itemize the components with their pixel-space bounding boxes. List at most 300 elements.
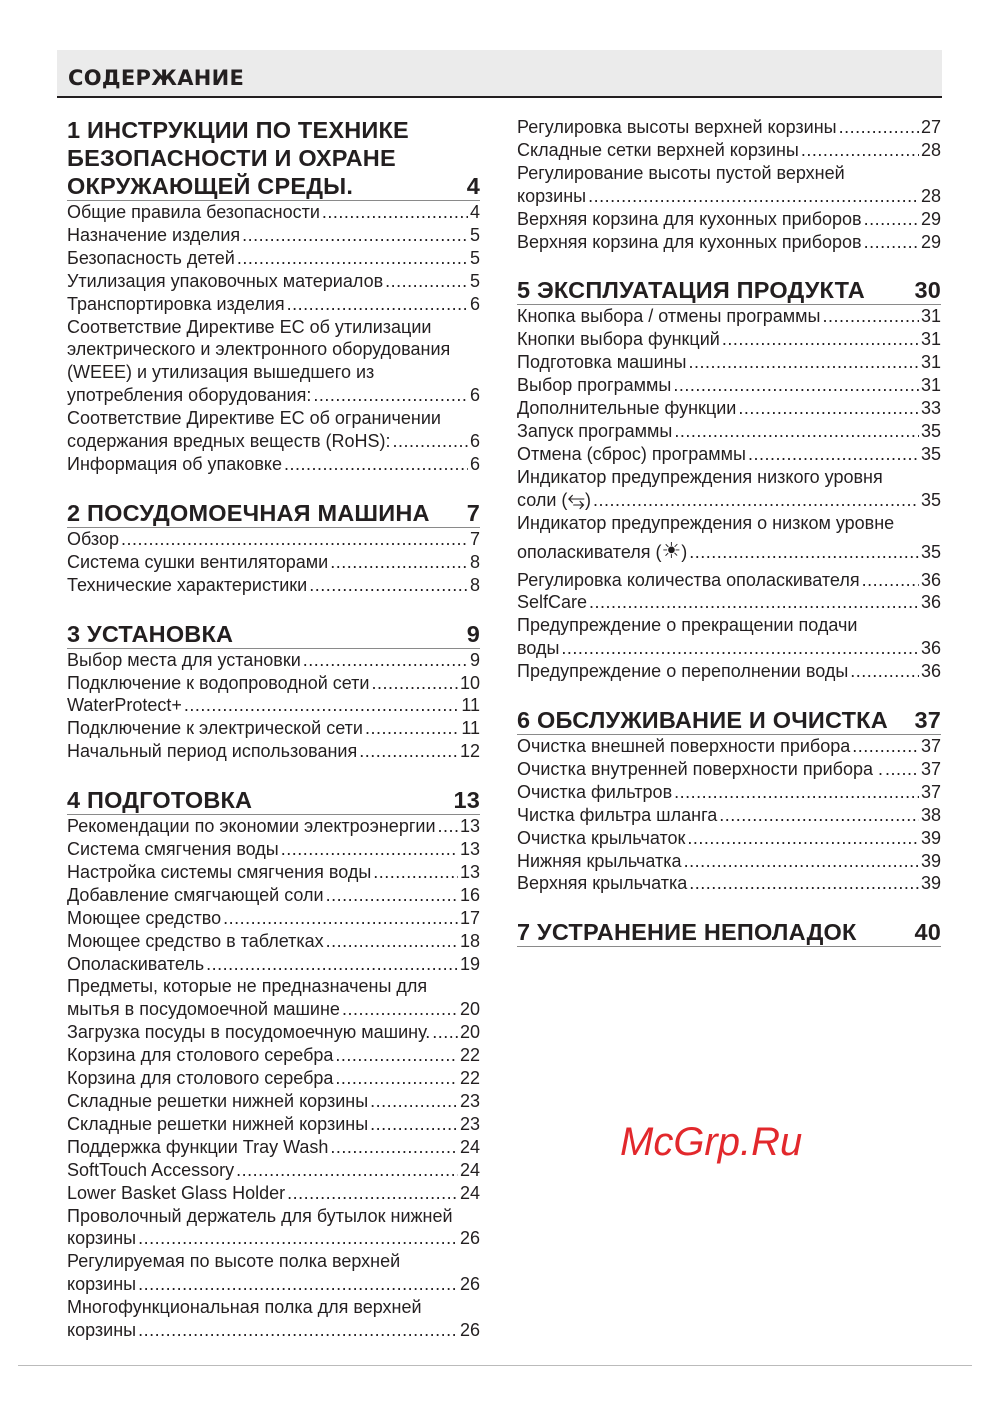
toc-entry[interactable] xyxy=(517,827,941,850)
toc-entry[interactable] xyxy=(517,162,941,208)
entry-page: 35 xyxy=(920,489,941,510)
entry-title: Технические характеристики xyxy=(67,574,308,595)
entry-page: 20 xyxy=(459,1022,480,1043)
entry-row xyxy=(67,998,480,1021)
entry-row xyxy=(67,694,480,717)
entry-row xyxy=(67,930,480,953)
entry-title: Транспортировка изделия xyxy=(67,293,285,314)
entry-page: 28 xyxy=(920,139,941,160)
entry-row xyxy=(67,384,480,407)
dot-leader xyxy=(719,804,919,827)
entry-page: 35 xyxy=(920,420,941,441)
entry-title-lead: Многофункциональная полка для верхней xyxy=(67,1297,422,1318)
dot-leader xyxy=(223,907,458,930)
entry-title: Моющее средство xyxy=(67,907,222,928)
entry-row xyxy=(67,884,480,907)
entry-row xyxy=(67,293,480,316)
entry-row xyxy=(67,270,480,293)
toc-entry[interactable] xyxy=(517,781,941,804)
entry-title: корзины xyxy=(517,185,587,206)
dot-leader xyxy=(593,489,919,512)
toc-entry[interactable] xyxy=(517,305,941,328)
entry-title: корзины xyxy=(67,1228,137,1249)
entry-row xyxy=(67,1136,480,1159)
entry-title: Нижняя крыльчатка xyxy=(517,850,682,871)
entry-row xyxy=(517,735,941,758)
dot-leader xyxy=(284,453,468,476)
dot-leader xyxy=(852,735,919,758)
toc-entry[interactable] xyxy=(67,1159,480,1182)
toc-entry[interactable] xyxy=(67,574,480,597)
entry-row xyxy=(67,953,480,976)
entry-title: Предупреждение о переполнении воды xyxy=(517,661,849,682)
toc-entry[interactable] xyxy=(517,208,941,231)
entry-row xyxy=(67,907,480,930)
toc-entry[interactable] xyxy=(517,466,941,512)
toc-entry[interactable] xyxy=(67,1205,480,1251)
dot-leader xyxy=(673,374,919,397)
entry-page: 9 xyxy=(469,649,480,670)
entry-title: Рекомендации по экономии электроэнергии xyxy=(67,816,436,837)
entry-row xyxy=(67,453,480,476)
toc-entry[interactable] xyxy=(67,815,480,838)
dot-leader xyxy=(237,247,468,270)
contents-header xyxy=(57,50,942,98)
toc-entry[interactable] xyxy=(67,1296,480,1342)
section-page: 13 xyxy=(453,787,480,814)
entry-title: корзины xyxy=(67,1274,137,1295)
entry-title: Подготовка машины xyxy=(517,352,687,373)
entry-title: Корзина для столового серебра xyxy=(67,1068,334,1089)
toc-section xyxy=(517,918,941,947)
entry-page: 26 xyxy=(459,1320,480,1341)
entry-page: 13 xyxy=(459,861,480,882)
entry-title-lead: Предупреждение о прекращении подачи xyxy=(517,615,858,636)
toc-entry[interactable] xyxy=(517,512,941,569)
toc-section xyxy=(67,116,480,476)
entry-title: Верхняя корзина для кухонных приборов xyxy=(517,208,862,229)
entry-page: 36 xyxy=(920,592,941,613)
entry-row xyxy=(517,305,941,328)
entry-title: Подключение к водопроводной сети xyxy=(67,672,370,693)
entry-title: Общие правила безопасности xyxy=(67,202,320,222)
entry-title: Складные решетки нижней корзины xyxy=(67,1113,369,1134)
dot-leader xyxy=(588,185,919,208)
entry-title-lead: Предметы, которые не предназначены для xyxy=(67,976,428,997)
entry-title: Выбор программы xyxy=(517,375,672,396)
dot-leader xyxy=(689,351,919,374)
entry-page: 6 xyxy=(469,293,480,314)
dot-leader xyxy=(326,884,458,907)
dot-leader xyxy=(303,649,468,672)
entry-row xyxy=(517,781,941,804)
entry-page: 6 xyxy=(469,431,480,452)
entry-page: 36 xyxy=(920,569,941,590)
entry-row xyxy=(517,827,941,850)
dot-leader xyxy=(432,1021,458,1044)
entry-row xyxy=(67,838,480,861)
entry-page: 16 xyxy=(459,884,480,905)
toc-section xyxy=(67,786,480,1342)
toc-entry[interactable] xyxy=(67,201,480,224)
entry-page: 26 xyxy=(459,1228,480,1249)
dot-leader xyxy=(801,139,919,162)
dot-leader xyxy=(684,850,919,873)
toc-entry[interactable] xyxy=(67,907,480,930)
entry-row xyxy=(67,649,480,672)
entry-row xyxy=(517,485,941,512)
dot-leader xyxy=(330,1136,458,1159)
toc-section xyxy=(67,499,480,597)
entry-title: Очистка внутренней поверхности прибора . xyxy=(517,758,884,779)
entry-row xyxy=(67,528,480,551)
entry-title: воды xyxy=(517,638,560,659)
dot-leader xyxy=(689,872,919,895)
entry-row xyxy=(67,1159,480,1182)
dot-leader xyxy=(322,201,468,224)
entry-title: Добавление смягчающей соли xyxy=(67,884,324,905)
entry-row xyxy=(517,569,941,592)
entry-row xyxy=(67,717,480,740)
section-page: 40 xyxy=(914,919,941,946)
entry-title-close: ) xyxy=(681,541,688,562)
section-title: 5 ЭКСПЛУАТАЦИЯ ПРОДУКТА xyxy=(517,277,865,304)
entry-row xyxy=(517,420,941,443)
toc-entry[interactable] xyxy=(67,694,480,717)
entry-title: Подключение к электрической сети xyxy=(67,718,363,739)
entry-row xyxy=(517,374,941,397)
entry-title-lead: Регулируемая по высоте полка верхней xyxy=(67,1251,401,1272)
rinse-aid-indicator-icon: ☀ xyxy=(661,537,682,563)
toc-entry[interactable] xyxy=(67,1021,480,1044)
toc-entry[interactable] xyxy=(67,1113,480,1136)
toc-entry[interactable] xyxy=(517,139,941,162)
entry-title: содержания вредных веществ (RoHS): xyxy=(67,431,391,452)
section-page: 9 xyxy=(466,620,480,647)
dot-leader xyxy=(242,224,468,247)
dot-leader xyxy=(370,1090,458,1113)
entry-title-lead: Соответствие Директиве ЕС об ограничении xyxy=(67,408,441,429)
entry-title: Назначение изделия xyxy=(67,224,241,245)
entry-page: 6 xyxy=(469,453,480,474)
entry-page: 33 xyxy=(920,398,941,419)
entry-page: 8 xyxy=(469,574,480,595)
section-page: 4 xyxy=(466,173,480,199)
entry-page: 31 xyxy=(920,306,941,327)
toc-entry[interactable] xyxy=(67,224,480,247)
toc-entry[interactable] xyxy=(517,850,941,873)
entry-title: Чистка фильтра шланга xyxy=(517,804,718,825)
section-title: 3 УСТАНОВКА xyxy=(67,620,234,647)
toc-entry[interactable] xyxy=(67,270,480,293)
dot-leader xyxy=(370,1113,458,1136)
dot-leader xyxy=(674,420,919,443)
entry-page: 23 xyxy=(459,1091,480,1111)
entry-row xyxy=(67,672,480,695)
dot-leader xyxy=(206,953,458,976)
entry-page: 37 xyxy=(920,736,941,757)
entry-page: 26 xyxy=(459,1274,480,1295)
entry-row xyxy=(517,397,941,420)
toc-entry[interactable] xyxy=(67,1044,480,1067)
toc-entry[interactable] xyxy=(517,872,941,895)
entry-page: 31 xyxy=(920,375,941,396)
toc-section xyxy=(517,276,941,683)
dot-leader xyxy=(281,838,458,861)
entry-row xyxy=(67,574,480,597)
entry-title: Очистка фильтров xyxy=(517,781,673,802)
entry-title-lead: Регулирование высоты пустой верхней xyxy=(517,162,845,183)
entry-page: 22 xyxy=(459,1068,480,1089)
dot-leader xyxy=(687,827,919,850)
entry-page: 11 xyxy=(461,718,480,739)
entry-page: 35 xyxy=(920,443,941,464)
toc-entry[interactable] xyxy=(67,407,480,453)
toc-entry[interactable] xyxy=(517,374,941,397)
section-heading[interactable] xyxy=(67,786,480,815)
toc-entry[interactable] xyxy=(67,528,480,551)
dot-leader xyxy=(748,443,919,466)
toc-entry[interactable] xyxy=(517,328,941,351)
dot-leader xyxy=(722,328,919,351)
contents-title: СОДЕРЖАНИЕ xyxy=(68,66,245,90)
dot-leader xyxy=(589,591,919,614)
dot-leader xyxy=(373,861,458,884)
toc-entry[interactable] xyxy=(517,735,941,758)
dot-leader xyxy=(309,574,468,597)
entry-title: употребления оборудования: xyxy=(67,385,312,406)
entry-page: 24 xyxy=(459,1159,480,1180)
entry-row xyxy=(517,535,941,569)
entry-row xyxy=(67,1227,480,1250)
toc-entry[interactable] xyxy=(517,420,941,443)
entry-title: Поддержка функции Tray Wash xyxy=(67,1136,329,1157)
entry-row xyxy=(67,430,480,453)
toc-entry[interactable] xyxy=(517,614,941,660)
dot-leader xyxy=(342,998,458,1021)
section-heading[interactable] xyxy=(67,499,480,528)
toc-entry[interactable] xyxy=(67,247,480,270)
entry-page: 24 xyxy=(459,1182,480,1203)
toc-entry[interactable] xyxy=(67,551,480,574)
entry-page: 20 xyxy=(459,999,480,1020)
toc-column-right xyxy=(517,116,941,970)
toc-entry[interactable] xyxy=(67,672,480,695)
entry-title-close: ) xyxy=(584,489,591,510)
entry-row xyxy=(67,861,480,884)
entry-page: 38 xyxy=(920,804,941,825)
entry-page: 8 xyxy=(469,551,480,572)
toc-entry[interactable] xyxy=(67,838,480,861)
dot-leader xyxy=(138,1273,458,1296)
toc-entry[interactable] xyxy=(67,1182,480,1205)
dot-leader xyxy=(822,305,918,328)
dot-leader xyxy=(330,551,468,574)
entry-title: Ополаскиватель xyxy=(67,953,205,974)
toc-entry[interactable] xyxy=(67,1250,480,1296)
entry-row xyxy=(67,1113,480,1136)
toc-section xyxy=(67,620,480,764)
section-heading[interactable] xyxy=(67,620,480,649)
dot-leader xyxy=(864,208,919,231)
entry-title: Загрузка посуды в посудомоечную машину. xyxy=(67,1022,431,1043)
entry-page: 39 xyxy=(920,827,941,848)
entry-title: Обзор xyxy=(67,528,119,549)
entry-page: 5 xyxy=(469,247,480,268)
entry-row xyxy=(517,328,941,351)
entry-row xyxy=(67,224,480,247)
entry-title: WaterProtect+ xyxy=(67,695,182,716)
toc-section xyxy=(517,116,941,253)
entry-row xyxy=(517,231,941,254)
entry-row xyxy=(517,758,941,781)
dot-leader xyxy=(689,535,919,569)
toc-entry[interactable] xyxy=(67,884,480,907)
toc-entry[interactable] xyxy=(67,453,480,476)
toc-entry[interactable] xyxy=(517,351,941,374)
toc-entry[interactable] xyxy=(67,717,480,740)
dot-leader xyxy=(313,384,468,407)
dot-leader xyxy=(561,637,919,660)
section-title: 2 ПОСУДОМОЕЧНАЯ МАШИНА xyxy=(67,499,430,526)
entry-page: 29 xyxy=(920,231,941,252)
entry-title-lead: Индикатор предупреждения низкого уровня xyxy=(517,466,883,487)
entry-row xyxy=(67,551,480,574)
entry-page: 35 xyxy=(920,541,941,562)
toc-entry[interactable] xyxy=(67,1136,480,1159)
toc-entry[interactable] xyxy=(517,591,941,614)
entry-row xyxy=(517,208,941,231)
entry-row xyxy=(67,1090,480,1113)
section-title: 7 УСТРАНЕНИЕ НЕПОЛАДОК xyxy=(517,919,857,946)
toc-entry[interactable] xyxy=(67,930,480,953)
dot-leader xyxy=(138,1319,458,1342)
entry-page: 31 xyxy=(920,352,941,373)
dot-leader xyxy=(335,1067,458,1090)
dot-leader xyxy=(236,1159,458,1182)
salt-indicator-icon: ⥃ xyxy=(567,485,585,511)
entry-title: Кнопки выбора функций xyxy=(517,329,720,350)
toc-entry[interactable] xyxy=(67,1090,480,1113)
entry-page: 27 xyxy=(920,117,941,137)
section-page: 7 xyxy=(466,499,480,526)
toc-entry[interactable] xyxy=(67,316,480,408)
toc-entry[interactable] xyxy=(517,116,941,139)
toc-section xyxy=(517,706,941,895)
entry-title: Верхняя крыльчатка xyxy=(517,873,688,894)
entry-row xyxy=(517,850,941,873)
section-heading[interactable] xyxy=(67,116,480,201)
toc-entry[interactable] xyxy=(517,804,941,827)
entry-row xyxy=(517,637,941,660)
toc-entry[interactable] xyxy=(67,293,480,316)
entry-title: Регулировка высоты верхней корзины xyxy=(517,117,837,137)
dot-leader xyxy=(385,270,468,293)
entry-page: 22 xyxy=(459,1045,480,1066)
entry-title: ополаскивателя ( xyxy=(517,541,662,562)
entry-title-lead: Индикатор предупреждения о низком уровне xyxy=(517,512,895,533)
section-title: 4 ПОДГОТОВКА xyxy=(67,787,253,814)
dot-leader xyxy=(359,740,458,763)
entry-title: Настройка системы смягчения воды xyxy=(67,861,372,882)
entry-page: 11 xyxy=(461,695,480,716)
toc-entry[interactable] xyxy=(517,758,941,781)
toc-entry[interactable] xyxy=(517,443,941,466)
entry-page: 29 xyxy=(920,208,941,229)
dot-leader xyxy=(862,569,919,592)
entry-title: Верхняя корзина для кухонных приборов xyxy=(517,231,862,252)
toc-entry[interactable] xyxy=(67,953,480,976)
entry-row xyxy=(67,815,480,838)
entry-title: Начальный период использования xyxy=(67,741,358,762)
toc-entry[interactable] xyxy=(67,1067,480,1090)
section-heading[interactable] xyxy=(517,706,941,735)
entry-title-lead: Проволочный держатель для бутылок нижней xyxy=(67,1205,453,1226)
toc-entry[interactable] xyxy=(517,231,941,254)
entry-page: 12 xyxy=(459,741,480,762)
toc-entry[interactable] xyxy=(67,740,480,763)
section-title: 1 ИНСТРУКЦИИ ПО ТЕХНИКЕ БЕЗОПАСНОСТИ И ОХРАНЕ ОКРУЖАЮЩЕЙ СРЕДЫ. xyxy=(67,117,409,199)
dot-leader xyxy=(371,672,458,695)
entry-title-lead: Соответствие Директиве ЕС об утилизации электрического и электронного оборудования (WEEE) и утилизация вышедшего из xyxy=(67,316,451,383)
entry-row xyxy=(517,185,941,208)
entry-page: 5 xyxy=(469,270,480,291)
entry-title: Складные решетки нижней корзины xyxy=(67,1091,369,1111)
entry-row xyxy=(517,351,941,374)
dot-leader xyxy=(287,1182,458,1205)
entry-page: 39 xyxy=(920,873,941,894)
dot-leader xyxy=(184,694,459,717)
toc-entry[interactable] xyxy=(67,975,480,1021)
section-heading[interactable] xyxy=(517,918,941,947)
toc-entry[interactable] xyxy=(67,861,480,884)
toc-entry[interactable] xyxy=(517,397,941,420)
entry-page: 13 xyxy=(459,839,480,860)
entry-page: 39 xyxy=(920,850,941,871)
section-page: 37 xyxy=(914,707,941,734)
entry-title: мытья в посудомоечной машине xyxy=(67,999,340,1020)
dot-leader xyxy=(365,717,459,740)
toc-entry[interactable] xyxy=(517,660,941,683)
entry-page: 10 xyxy=(459,672,480,693)
entry-row xyxy=(67,247,480,270)
entry-page: 31 xyxy=(920,329,941,350)
toc-entry[interactable] xyxy=(67,649,480,672)
entry-title: Система сушки вентиляторами xyxy=(67,551,329,572)
entry-title: Дополнительные функции xyxy=(517,398,737,419)
dot-leader xyxy=(121,528,468,551)
entry-page: 6 xyxy=(469,385,480,406)
entry-title: SelfCare xyxy=(517,592,588,613)
entry-title: Моющее средство в таблетках xyxy=(67,930,324,951)
entry-row xyxy=(67,1319,480,1342)
entry-page: 37 xyxy=(920,781,941,802)
entry-row xyxy=(67,1273,480,1296)
entry-title: Запуск программы xyxy=(517,420,673,441)
entry-page: 36 xyxy=(920,638,941,659)
entry-page: 18 xyxy=(459,930,480,951)
section-heading[interactable] xyxy=(517,276,941,305)
entry-page: 24 xyxy=(459,1136,480,1157)
entry-page: 5 xyxy=(469,224,480,245)
entry-page: 36 xyxy=(920,661,941,682)
toc-entry[interactable] xyxy=(517,569,941,592)
entry-title: корзины xyxy=(67,1320,137,1341)
entry-page: 37 xyxy=(920,758,941,779)
dot-leader xyxy=(287,293,468,316)
dot-leader xyxy=(738,397,919,420)
entry-title: Lower Basket Glass Holder xyxy=(67,1182,286,1203)
